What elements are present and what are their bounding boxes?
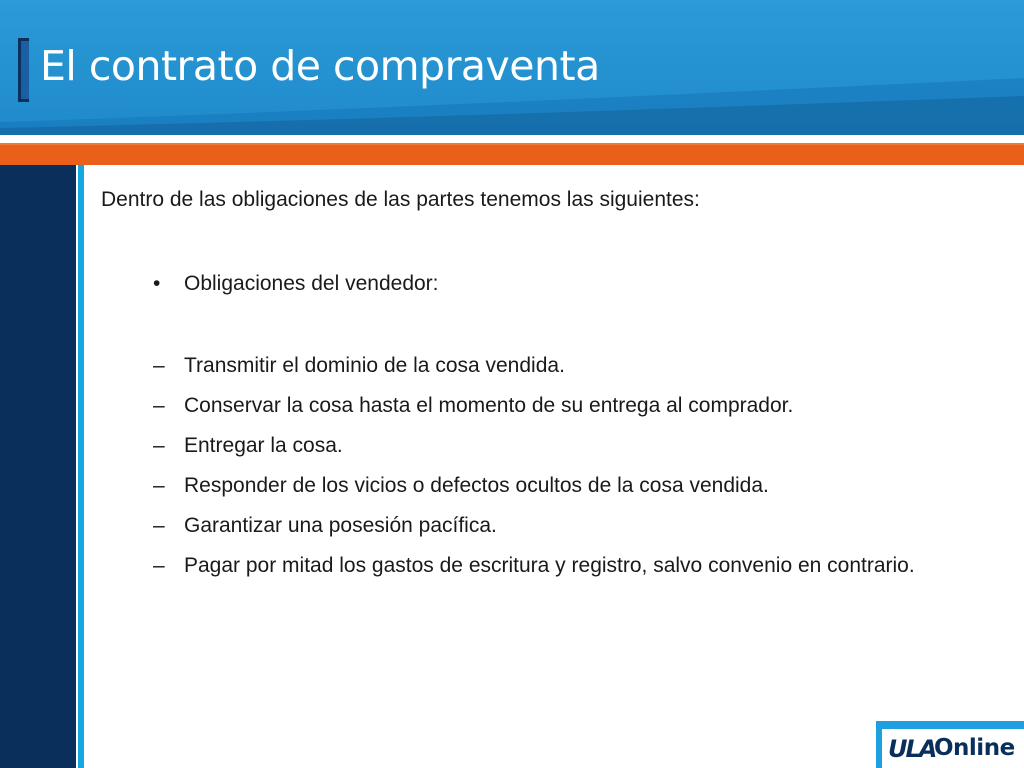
list-item — [153, 432, 1001, 460]
left-cyan-rule — [78, 165, 84, 768]
list-item-text: Garantizar una posesión pacífica. — [184, 514, 497, 537]
intro-text: Dentro de las obligaciones de las partes tenemos las siguientes: — [101, 188, 700, 211]
list-item — [153, 352, 1001, 380]
dash-icon: – — [153, 514, 165, 537]
bullet-label: Obligaciones del vendedor: — [184, 272, 439, 295]
list-item — [153, 392, 1001, 420]
logo-mark: ULA — [888, 735, 936, 763]
orange-divider-bar — [0, 143, 1024, 165]
list-item — [153, 512, 1001, 540]
header-gap — [0, 135, 1024, 143]
dash-icon: – — [153, 554, 165, 577]
list-item-text: Transmitir el dominio de la cosa vendida. — [184, 354, 565, 377]
dash-icon: – — [153, 394, 165, 417]
logo-panel — [882, 729, 1024, 768]
dash-icon: – — [153, 434, 165, 457]
title-bracket-icon — [18, 38, 29, 102]
left-navy-band — [0, 165, 76, 768]
logo-word: Online — [934, 735, 1015, 761]
list-item-text: Responder de los vicios o defectos ocultos de la cosa vendida. — [184, 474, 769, 497]
list-item-text: Conservar la cosa hasta el momento de su entrega al comprador. — [184, 394, 794, 417]
list-item — [153, 472, 1001, 500]
slide-title: El contrato de compraventa — [40, 42, 600, 90]
bullet-icon: • — [153, 272, 161, 295]
dash-icon: – — [153, 474, 165, 497]
obligations-list — [153, 352, 1001, 592]
list-item — [153, 552, 1001, 580]
dash-icon: – — [153, 354, 165, 377]
list-item-text: Entregar la cosa. — [184, 434, 343, 457]
list-item-text: Pagar por mitad los gastos de escritura y registro, salvo convenio en contrario. — [184, 554, 915, 577]
slide-header — [0, 0, 1024, 135]
ula-online-logo — [876, 721, 1024, 768]
